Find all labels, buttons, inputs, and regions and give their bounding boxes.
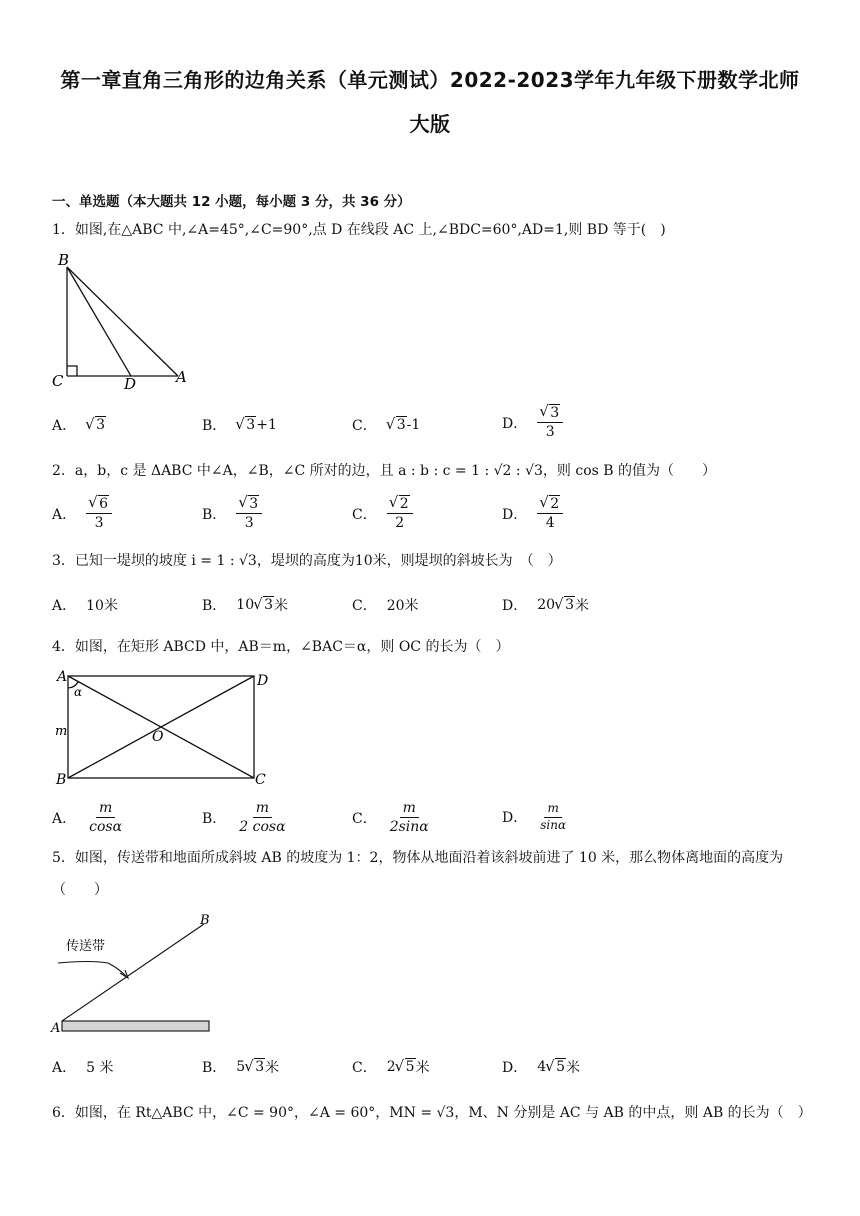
q5-option-d: D． 4 √ 5 米 [502,1057,580,1077]
fig1-label-c: C [52,372,64,390]
document-title-line1: 第一章直角三角形的边角关系（单元测试）2022-2023学年九年级下册数学北师 [60,68,800,92]
fig4-label-d: D [257,673,269,689]
fig1-label-a: A [176,368,187,386]
question-4-figure [52,668,277,790]
fig4-label-b: B [56,772,67,788]
q2-option-c: C． √ $\frac{2}{2}$ [352,496,413,531]
fig4-label-m: m [55,724,68,739]
question-5-figure [50,910,225,1035]
question-5-text: 5．如图，传送带和地面所成斜坡 AB 的坡度为 1：2，物体从地面沿着该斜坡前进了 10 米，那么物体离地面的高度为（ ） [52,850,784,898]
q2-option-a: A． √ $\frac{6}{3}$ [52,496,112,531]
q5-option-c: C． 2 √ 5 米 [352,1057,430,1077]
q3-option-d: D． 20 √ 3 米 [502,595,589,615]
fig4-label-o: O [152,729,164,745]
fig1-label-b: B [58,251,70,269]
fig4-label-c: C [255,772,266,788]
q1-option-c: C． √ 3 -1 [352,415,420,435]
section-heading: 一、单选题（本大题共 12 小题，每小题 3 分，共 36 分） [52,194,411,210]
q5-option-b: B． 5 √ 3 米 [202,1057,279,1077]
q4-option-a: A． $\frac{m}{\cos\alpha}$ [52,800,123,836]
q4-option-d: D． $\frac{m}{\sin\alpha}$ [502,801,567,832]
q1-option-a: A． √ 3 [52,415,106,435]
fig5-label-b: B [200,913,210,928]
q3-option-a: A． 10米 [52,598,118,614]
q1-option-b: B． √ 3 +1 [202,415,277,435]
question-4-text: 4．如图，在矩形 ABCD 中，AB＝m，∠BAC＝α，则 OC 的长为（ ） [52,639,510,655]
question-6-text: 6．如图，在 Rt△ABC 中，∠C = 90°，∠A = 60°，MN = √3，M、N 分别是 AC 与 AB 的中点，则 AB 的长为（ ） [52,1105,812,1121]
q3-option-b: B． 10 √ 3 米 [202,595,288,615]
question-1-text: 1．如图,在△ABC 中,∠A=45°,∠C=90°,点 D 在线段 AC 上,∠BDC=60°,AD=1,则 BD 等于( ) [52,222,666,238]
q2-option-b: B． √ $\frac{3}{3}$ [202,496,262,531]
document-title-line2: 大版 [409,112,451,136]
question-2-text: 2．a，b，c 是 ΔABC 中∠A，∠B，∠C 所对的边，且 a : b : c = 1 : √2 : √3，则 cos B 的值为（ ） [52,463,716,479]
fig1-label-d: D [124,375,137,393]
q3-option-c: C． 20米 [352,598,419,614]
question-1-figure [50,250,200,395]
fig4-label-a: A [57,669,68,685]
question-3-text: 3．已知一堤坝的坡度 i = 1 : √3，堤坝的高度为10米，则堤坝的斜坡长为 （ ） [52,553,562,569]
fig4-label-alpha: α [74,685,83,699]
q2-option-d: D． √ $\frac{2}{4}$ [502,496,563,531]
q1-option-d: D． √ $\frac{3}{3}$ [502,405,563,440]
q5-option-a: A． 5 米 [52,1060,114,1076]
fig5-label-a: A [51,1021,61,1035]
q4-option-c: C． $\frac{m}{2\sin\alpha}$ [352,800,429,836]
q4-option-b: B． $\frac{m}{2 \cos\alpha}$ [202,800,286,836]
fig5-label-conveyor: 传送带 [66,939,106,954]
